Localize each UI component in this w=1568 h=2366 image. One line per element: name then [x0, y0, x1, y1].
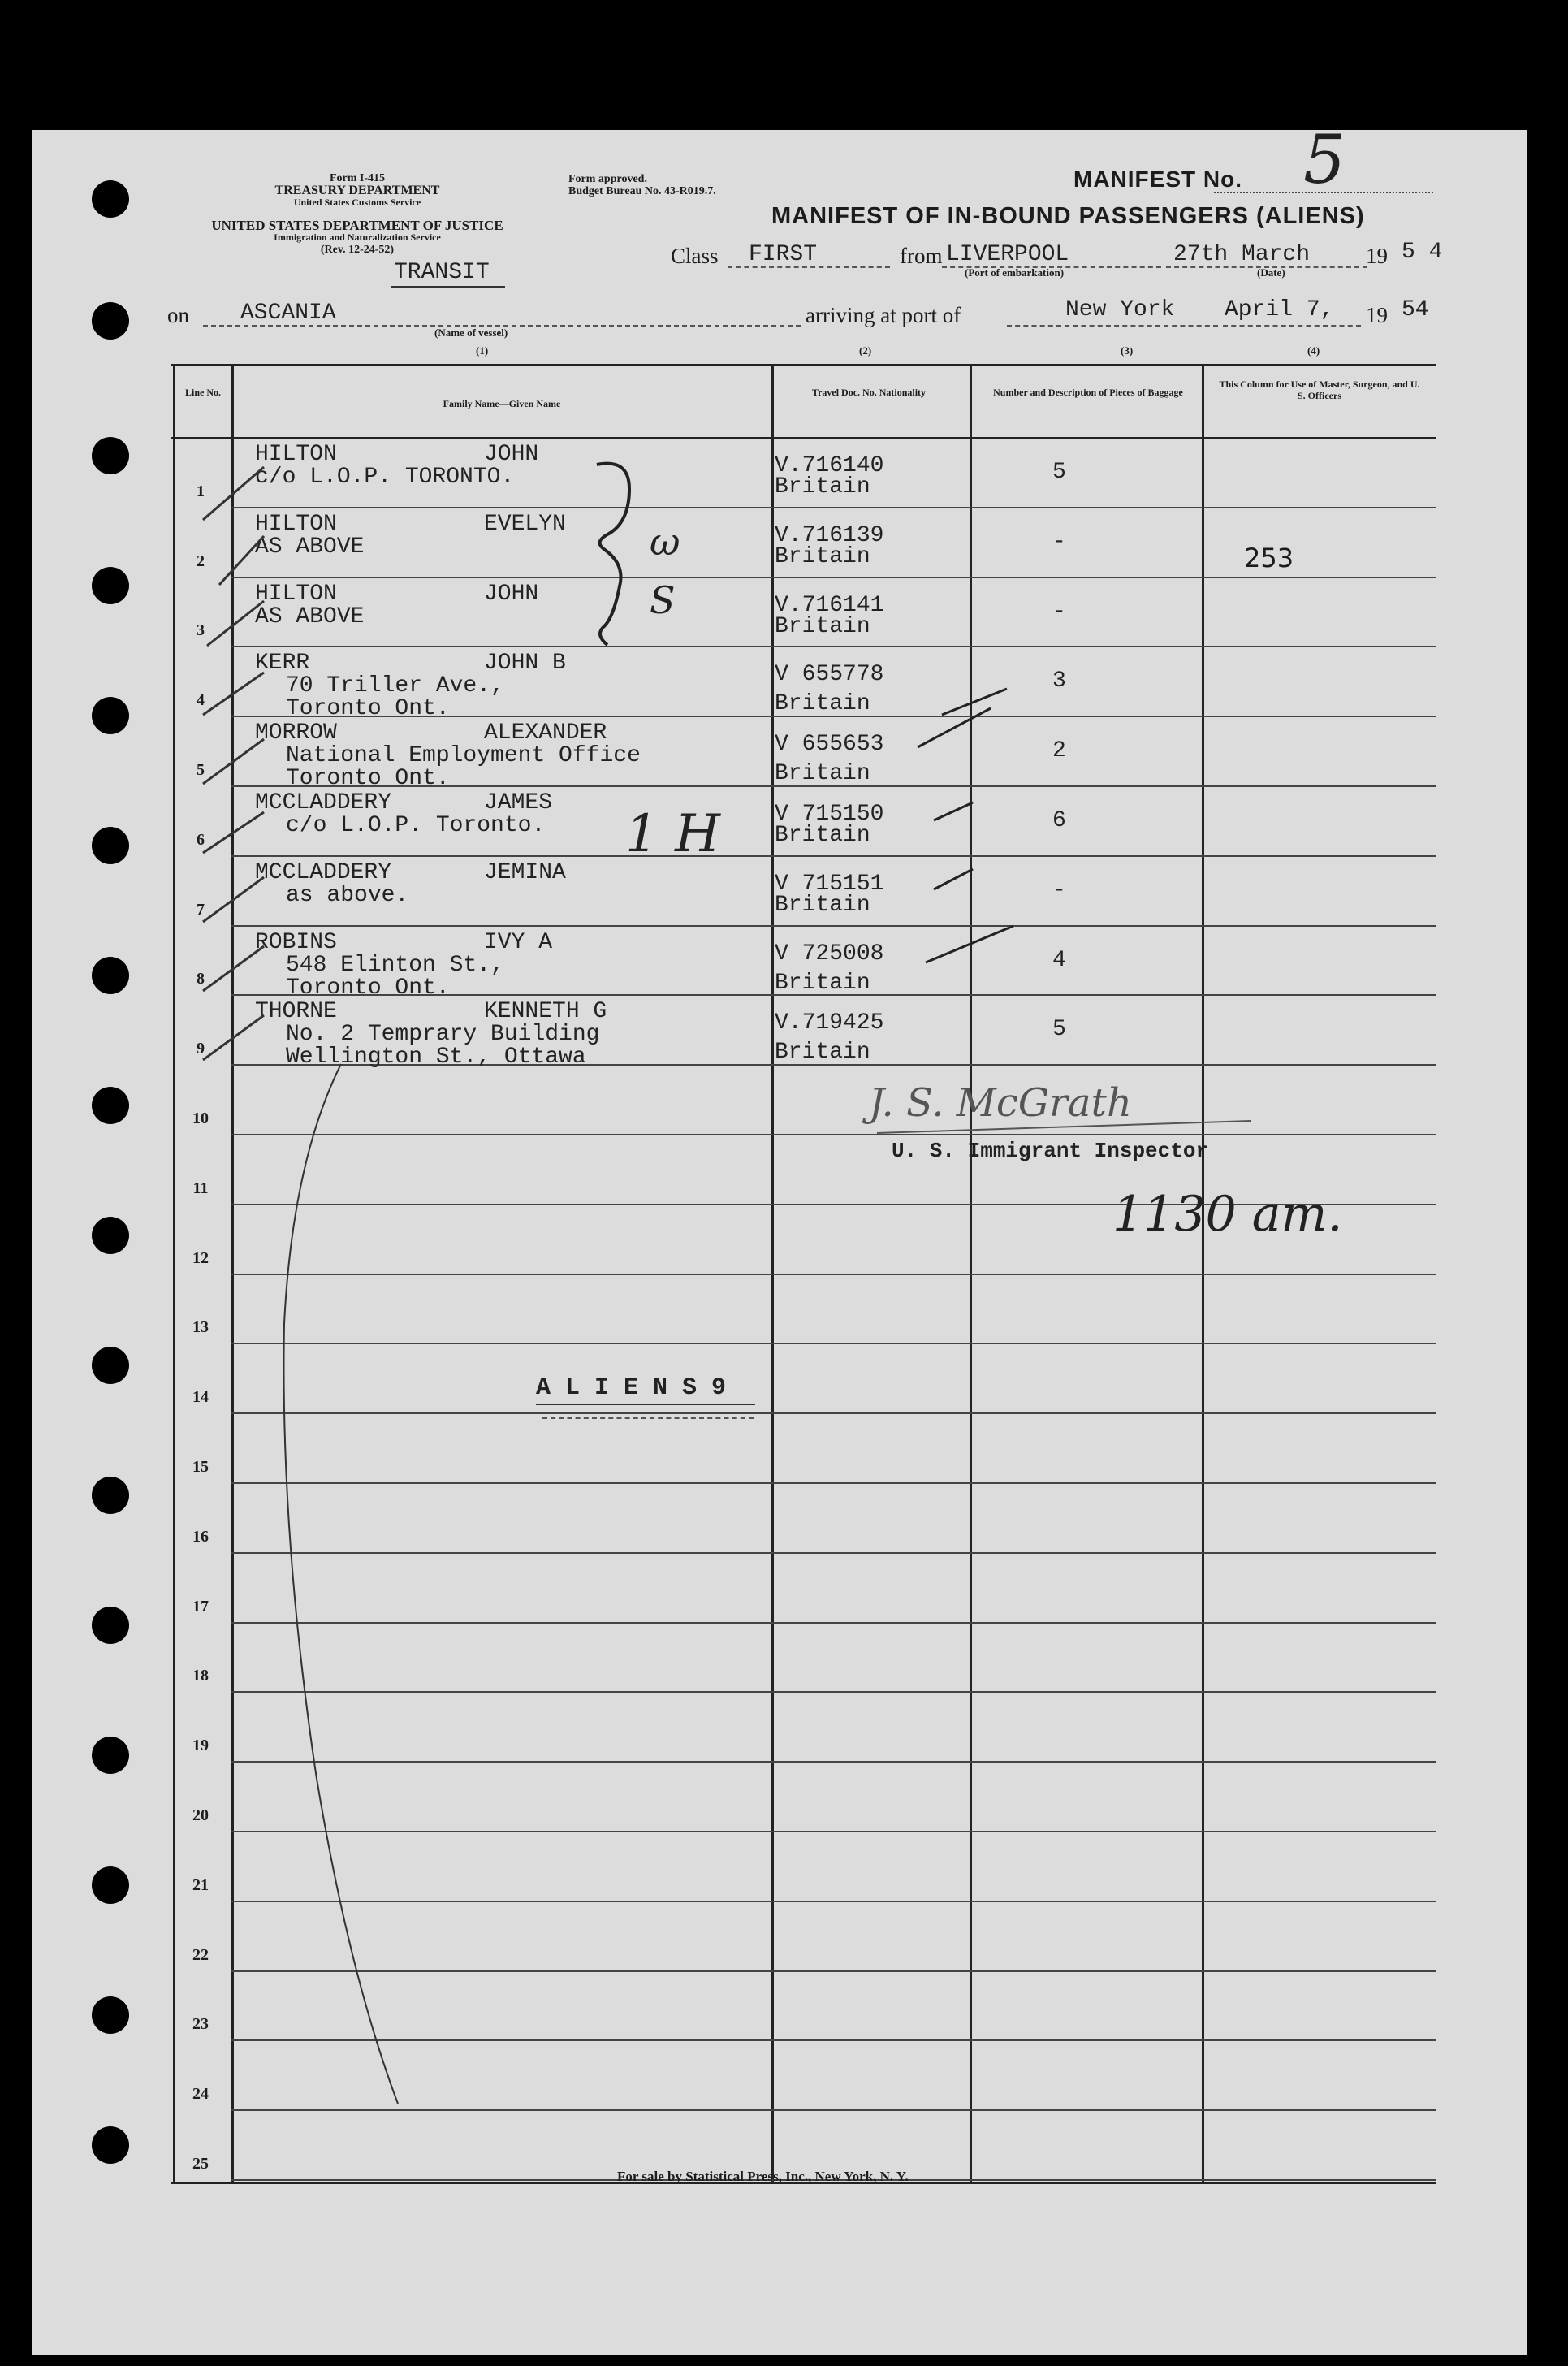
given-name: EVELYN — [484, 512, 566, 537]
arriving-label: arriving at port of — [806, 303, 961, 327]
class-value: FIRST — [749, 242, 818, 267]
inspector-signature: J. S. McGrath — [869, 1080, 1132, 1126]
line-number: 19 — [192, 1737, 209, 1754]
header-officers: This Column for Use of Master, Surgeon, and U. S. Officers — [1219, 378, 1420, 401]
line-number: 23 — [192, 2015, 209, 2033]
family-name: MORROW — [255, 720, 337, 746]
baggage-count: - — [1052, 599, 1066, 625]
col-ref-1: (1) — [476, 344, 489, 357]
line-number: 6 — [197, 831, 205, 849]
family-name: ROBINS — [255, 930, 337, 955]
line-number: 14 — [192, 1388, 209, 1406]
vessel-note: (Name of vessel) — [434, 327, 508, 339]
header-name: Family Name—Given Name — [443, 398, 561, 409]
manifest-no-label: MANIFEST No. — [1073, 167, 1242, 192]
line-number: 12 — [192, 1249, 209, 1267]
address-line: Toronto Ont. — [286, 766, 450, 791]
travel-doc-no: V 655653 — [775, 732, 884, 757]
line-number: 1 — [197, 482, 205, 500]
given-name: JOHN — [484, 582, 539, 607]
nationality: Britain — [775, 761, 870, 786]
baggage-count: 5 — [1052, 1017, 1066, 1042]
family-name: HILTON — [255, 442, 337, 467]
address-line: 548 Elinton St., — [286, 953, 504, 978]
baggage-tick-6 — [934, 802, 973, 820]
year-prefix: 19 — [1366, 244, 1388, 268]
travel-doc-no: V.719425 — [775, 1010, 884, 1036]
ins-service: Immigration and Naturalization Service — [274, 231, 441, 243]
approved-line: Form approved. — [568, 173, 647, 185]
line-number: 17 — [192, 1598, 209, 1616]
form-number: Form I-415 — [329, 172, 386, 184]
arrival-date: April 7, — [1225, 297, 1334, 322]
family-name: HILTON — [255, 582, 337, 607]
on-label: on — [167, 303, 189, 327]
given-name: KENNETH G — [484, 999, 607, 1024]
date-note: (Date) — [1257, 266, 1285, 279]
year-suffix: 5 4 — [1402, 240, 1443, 265]
family-name: KERR — [255, 651, 310, 676]
address-line: AS ABOVE — [255, 534, 365, 560]
margin-1h: 1 H — [625, 804, 720, 864]
aliens-count: A L I E N S 9 — [536, 1374, 727, 1402]
departure-date: 27th March — [1173, 242, 1311, 267]
baggage-count: 2 — [1052, 738, 1066, 763]
line-number: 5 — [197, 761, 205, 779]
baggage-count: 4 — [1052, 948, 1066, 973]
baggage-tick-4 — [942, 689, 1007, 715]
margin-s: S — [650, 578, 676, 622]
bracket-mark — [597, 464, 629, 645]
header-line-no: Line No. — [184, 387, 221, 398]
page-title: MANIFEST OF IN-BOUND PASSENGERS (ALIENS) — [771, 203, 1365, 229]
line-number: 2 — [197, 552, 205, 570]
travel-doc-no: V 715150 — [775, 802, 884, 827]
address-line: c/o L.O.P. TORONTO. — [255, 465, 515, 490]
line-number: 3 — [197, 621, 205, 639]
baggage-count: 5 — [1052, 460, 1066, 485]
budget-bureau: Budget Bureau No. 43-R019.7. — [568, 185, 716, 197]
baggage-count: - — [1052, 530, 1066, 555]
arrival-year-suffix: 54 — [1402, 297, 1429, 322]
transit-stamp: TRANSIT — [394, 260, 490, 285]
given-name: JOHN — [484, 442, 539, 467]
given-name: JOHN B — [484, 651, 566, 676]
family-name: MCCLADDERY — [255, 860, 392, 885]
margin-arc — [284, 1064, 399, 2104]
line-number: 22 — [192, 1946, 209, 1964]
line-number: 8 — [197, 970, 205, 988]
address-line: Toronto Ont. — [286, 975, 450, 1001]
line-number: 24 — [192, 2085, 209, 2103]
arrival-time: 1130 am. — [1112, 1186, 1343, 1243]
address-line: Toronto Ont. — [286, 696, 450, 721]
travel-doc-no: V.716140 — [775, 453, 884, 478]
family-name: THORNE — [255, 999, 337, 1024]
family-name: HILTON — [255, 512, 337, 537]
col-ref-3: (3) — [1121, 344, 1134, 357]
travel-doc-no: V.716139 — [775, 523, 884, 548]
nationality: Britain — [775, 474, 870, 500]
aliens-dashes — [542, 1417, 754, 1419]
col-ref-4: (4) — [1307, 344, 1320, 357]
revision: (Rev. 12-24-52) — [320, 244, 395, 256]
baggage-count: 3 — [1052, 668, 1066, 694]
header-baggage: Number and Description of Pieces of Baggage — [993, 387, 1183, 398]
vessel-name: ASCANIA — [240, 301, 336, 326]
line-number: 13 — [192, 1318, 209, 1336]
given-name: JAMES — [484, 790, 553, 815]
class-label: Class — [671, 244, 719, 268]
family-name: MCCLADDERY — [255, 790, 392, 815]
address-line: as above. — [286, 883, 409, 908]
margin-omega: ω — [650, 520, 680, 564]
address-line: National Employment Office — [286, 743, 641, 768]
arrival-year-prefix: 19 — [1366, 303, 1388, 327]
name-tick — [203, 467, 264, 1060]
from-value: LIVERPOOL — [946, 242, 1069, 267]
given-name: IVY A — [484, 930, 553, 955]
given-name: JEMINA — [484, 860, 566, 885]
col-ref-2: (2) — [859, 344, 872, 357]
line-number: 9 — [197, 1040, 205, 1058]
address-line: Wellington St., Ottawa — [286, 1045, 586, 1070]
baggage-count: - — [1052, 878, 1066, 903]
line-number: 20 — [192, 1806, 209, 1824]
manifest-no-value: 5 — [1303, 122, 1346, 199]
given-name: ALEXANDER — [484, 720, 607, 746]
treasury-dept: TREASURY DEPARTMENT — [274, 184, 440, 197]
officer-number: 253 — [1244, 543, 1294, 573]
line-number: 7 — [197, 901, 205, 919]
footer-printer: For sale by Statistical Press, Inc., New York, N. Y. — [617, 2169, 909, 2184]
nationality: Britain — [775, 1040, 870, 1065]
aliens-underline — [536, 1404, 755, 1405]
address-line: AS ABOVE — [255, 604, 365, 629]
line-number: 11 — [192, 1179, 209, 1197]
header-travel-doc: Travel Doc. No. Nationality — [811, 387, 927, 398]
travel-doc-no: V 725008 — [775, 941, 884, 967]
nationality: Britain — [775, 544, 870, 569]
address-line: No. 2 Temprary Building — [286, 1022, 600, 1047]
line-number: 10 — [192, 1109, 209, 1127]
address-line: c/o L.O.P. Toronto. — [286, 813, 546, 838]
nationality: Britain — [775, 823, 870, 848]
baggage-tick-7 — [934, 869, 973, 889]
line-number: 18 — [192, 1667, 209, 1685]
baggage-tick-8 — [926, 926, 1013, 962]
baggage-count: 6 — [1052, 808, 1066, 833]
line-number: 15 — [192, 1458, 209, 1476]
nationality: Britain — [775, 614, 870, 639]
line-number: 16 — [192, 1528, 209, 1546]
travel-doc-no: V 655778 — [775, 662, 884, 687]
baggage-tick-5 — [918, 708, 991, 747]
travel-doc-no: V.716141 — [775, 593, 884, 618]
inspector-label: U. S. Immigrant Inspector — [892, 1139, 1209, 1163]
customs-service: United States Customs Service — [293, 197, 421, 208]
line-number: 25 — [192, 2155, 209, 2173]
travel-doc-no: V 715151 — [775, 872, 884, 897]
address-line: 70 Triller Ave., — [286, 673, 504, 699]
nationality: Britain — [775, 893, 870, 918]
line-number: 4 — [197, 691, 205, 709]
from-label: from — [900, 244, 943, 268]
nationality: Britain — [775, 691, 870, 716]
justice-dept: UNITED STATES DEPARTMENT OF JUSTICE — [211, 218, 503, 233]
line-number: 21 — [192, 1876, 209, 1894]
arrival-port: New York — [1065, 297, 1175, 322]
from-note: (Port of embarkation) — [965, 266, 1065, 279]
nationality: Britain — [775, 971, 870, 996]
